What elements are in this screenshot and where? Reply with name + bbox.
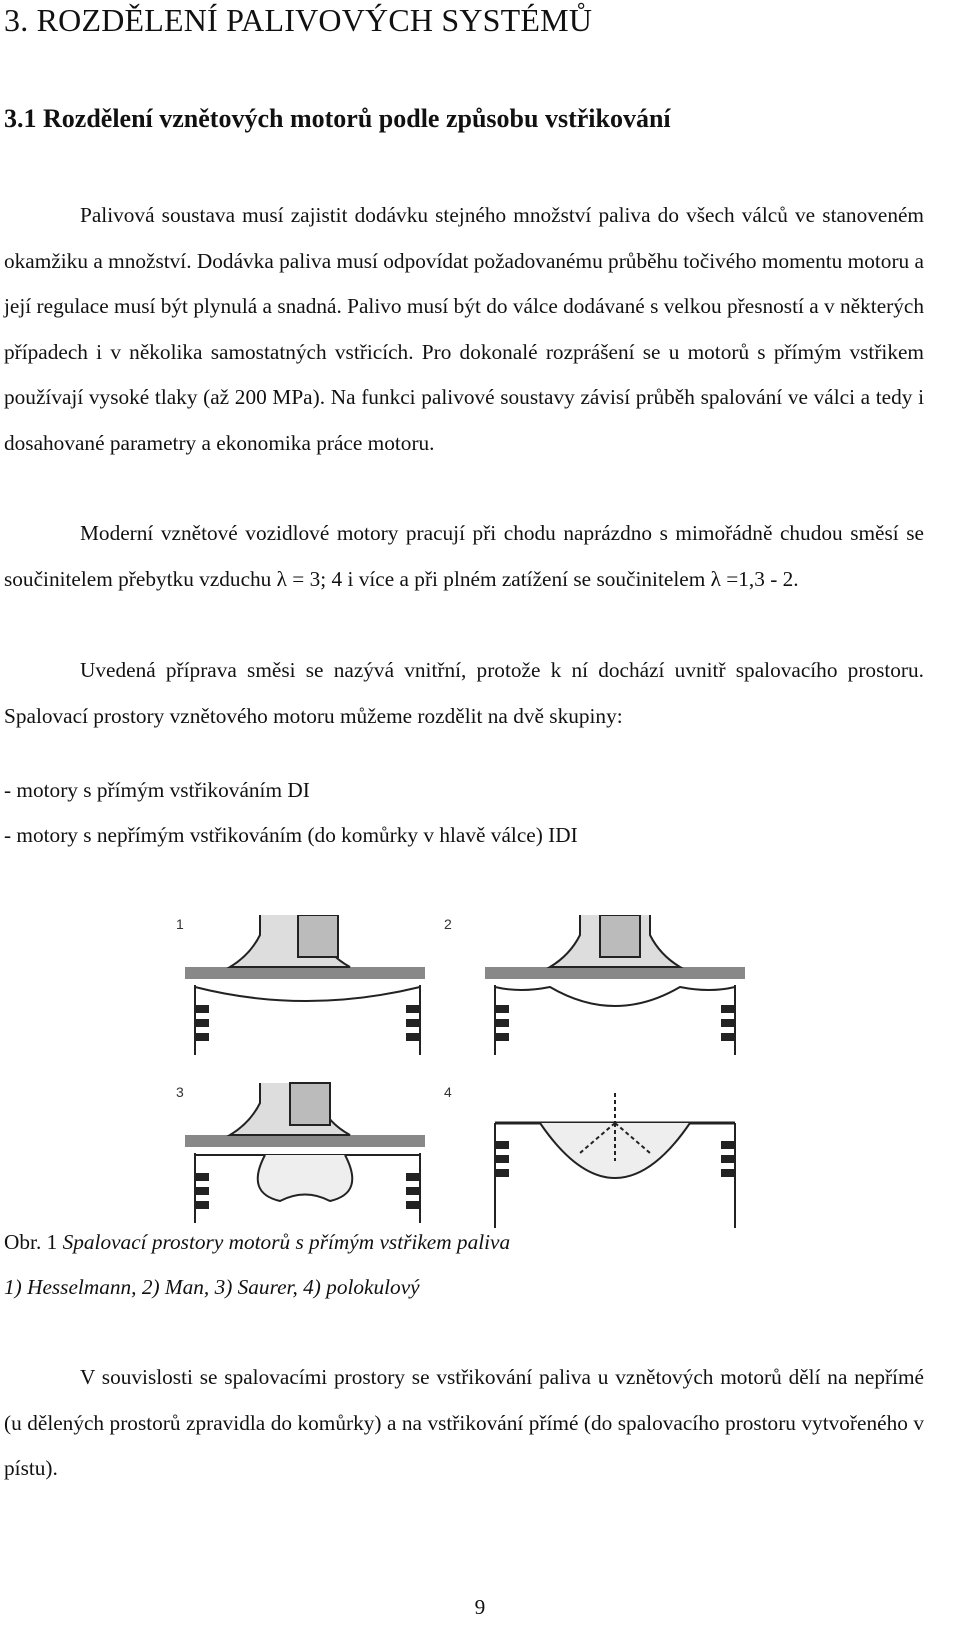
caption-prefix: Obr. 1	[4, 1230, 63, 1254]
caption-title: Spalovací prostory motorů s přímým vstřikem paliva	[62, 1230, 511, 1254]
chapter-heading: 3. ROZDĚLENÍ PALIVOVÝCH SYSTÉMŮ	[4, 2, 593, 38]
section-heading: 3.1 Rozdělení vznětových motorů podle způsobu vstřikování	[4, 104, 671, 133]
chamber-diagram-4	[444, 1084, 735, 1228]
figure-label-1: 1	[176, 916, 184, 932]
chamber-diagram-1	[176, 915, 425, 1055]
combustion-chambers-figure	[150, 915, 790, 1235]
list-item-di: - motory s přímým vstřikováním DI	[4, 778, 310, 802]
chamber-diagram-3	[176, 1083, 425, 1223]
page-number: 9	[474, 1595, 486, 1619]
paragraph-lambda: Moderní vznětové vozidlové motory pracují při chodu naprázdno s mimořádně chudou směsí se součinitelem přebytku vzduchu λ = 3; 4 i více a při plném zatížení se součinitelem λ =1,3 - 2.	[4, 521, 924, 591]
figure-label-3: 3	[176, 1084, 184, 1100]
figure-caption	[4, 1230, 510, 1255]
figure-caption-line2	[4, 1275, 420, 1300]
list-item-idi: - motory s nepřímým vstřikováním (do komůrky v hlavě válce) IDI	[4, 823, 578, 847]
paragraph-chambers: Uvedená příprava směsi se nazývá vnitřní, protože k ní dochází uvnitř spalovacího prostoru. Spalovací prostory vznětového motoru můžeme rozdělit na dvě skupiny:	[4, 658, 924, 728]
caption-legend: 1) Hesselmann, 2) Man, 3) Saurer, 4) polokulový	[4, 1275, 420, 1299]
paragraph-injection: V souvislosti se spalovacími prostory se vstřikování paliva u vznětových motorů dělí na nepřímé (u dělených prostorů zpravidla do komůrky) a na vstřikování přímé (do spalovacího prostoru vytvořeného v pístu).	[4, 1365, 924, 1480]
paragraph-intro: Palivová soustava musí zajistit dodávku stejného množství paliva do všech válců ve stanoveném okamžiku a množství. Dodávka paliva musí odpovídat požadovanému průběhu točivého momentu motoru a její regulace musí být plynulá a snadná. Palivo musí být do válce dodávané s velkou přesností a v některých případech i v několika samostatných vstřicích. Pro dokonalé rozprášení se u motorů s přímým vstřikem používají vysoké tlaky (až 200 MPa). Na funkci palivové soustavy závisí průběh spalování ve válci a tedy i dosahované parametry a ekonomika práce motoru.	[4, 203, 924, 455]
figure-label-2: 2	[444, 916, 452, 932]
chamber-diagram-2	[444, 915, 745, 1055]
figure-label-4: 4	[444, 1084, 452, 1100]
